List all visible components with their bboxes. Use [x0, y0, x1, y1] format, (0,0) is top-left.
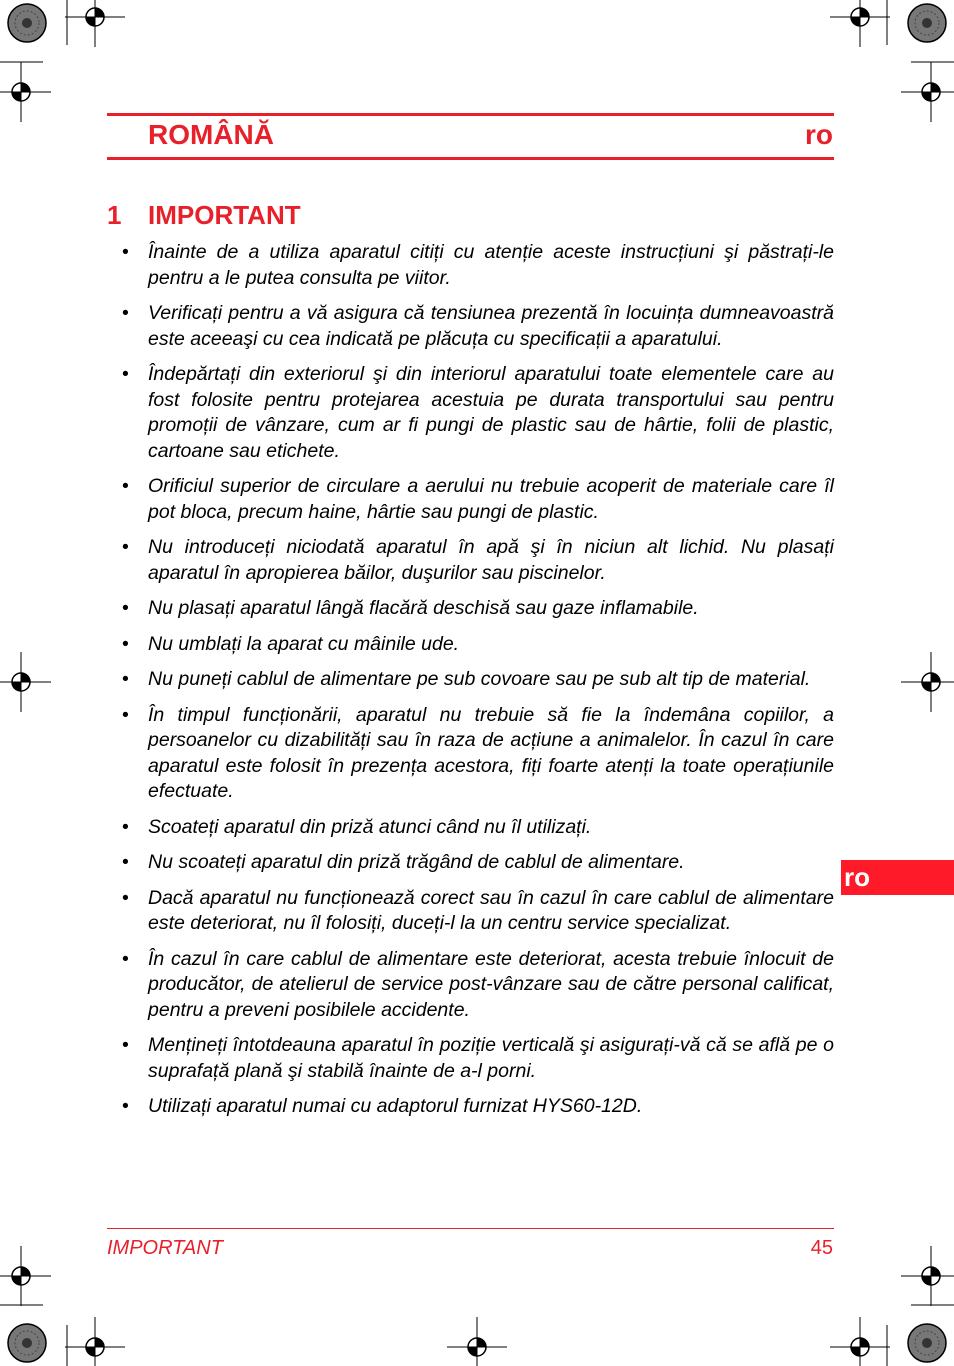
list-item [118, 474, 834, 525]
bullet-marker: • [122, 886, 129, 909]
list-item-text: Verificați pentru a vă asigura că tensiunea prezentă în locuința dumneavoastră este aceeaşi cu cea indicată pe plăcuța cu specificații a aparatului. [148, 302, 834, 350]
list-item-text: În timpul funcționării, aparatul nu trebuie să fie la îndemâna copiilor, a persoanelor cu dizabilități sau în raza de acțiune a animalelor. În cazul în care aparatul este folosit în prezența acestora, fiți foarte atenți la toate operațiunile efectuate. [148, 703, 834, 802]
list-item-text: Nu plasați aparatul lângă flacără deschisă sau gaze inflamabile. [148, 597, 699, 619]
language-side-tab: ro [841, 860, 954, 895]
list-item-text: Nu umblați la aparat cu mâinile ude. [148, 632, 460, 655]
bullet-marker: • [122, 475, 129, 497]
list-item-text: Mențineți întotdeauna aparatul în poziție verticală şi asigurați-vă că se află pe o suprafață plană şi stabilă înainte de a-l porni. [148, 1034, 834, 1082]
page-number: 45 [810, 1237, 833, 1259]
bullet-marker: • [122, 241, 129, 263]
list-item [118, 667, 834, 693]
bullet-marker: • [122, 851, 129, 873]
bullet-marker: • [122, 632, 129, 655]
list-item [118, 240, 834, 291]
list-item [118, 535, 834, 586]
list-item [118, 815, 834, 841]
list-item [118, 301, 834, 352]
bullet-marker: • [122, 815, 129, 838]
list-item [118, 632, 834, 658]
list-item [118, 1094, 834, 1120]
language-code: ro [805, 119, 833, 150]
header-rule-top [107, 113, 834, 116]
section-title: IMPORTANT [148, 200, 301, 230]
safety-instructions-list [118, 240, 834, 1130]
list-item-text: Îndepărtați din exteriorul şi din interiorul aparatului toate elementele care au fost folosite pentru protejarea acestuia pe durata transportului sau pentru promoții de vânzare, cum ar fi pungi de plastic sau de hârtie, folii de plastic, cartoane sau etichete. [148, 363, 834, 462]
bullet-marker: • [122, 947, 129, 970]
list-item-text: Orificiul superior de circulare a aerului nu trebuie acoperit de materiale care îl pot bloca, precum haine, hârtie sau pungi de plastic. [148, 475, 834, 523]
bullet-marker: • [122, 302, 129, 324]
bullet-marker: • [122, 1034, 129, 1056]
language-title: ROMÂNĂ [148, 119, 274, 150]
list-item [118, 596, 834, 622]
list-item [118, 703, 834, 805]
bullet-marker: • [122, 668, 129, 690]
footer-section-label: IMPORTANT [107, 1237, 223, 1259]
list-item-text: În cazul în care cablul de alimentare este deteriorat, acesta trebuie înlocuit de producător, de atelierul de service post-vânzare sau de către personal calificat, pentru a preveni posibilele accidente. [148, 947, 834, 1021]
section-number: 1 [107, 200, 122, 230]
list-item-text: Dacă aparatul nu funcționează corect sau în cazul în care cablul de alimentare este deteriorat, nu îl folosiți, duceți-l la un centru service specializat. [148, 886, 834, 934]
footer-rule [107, 1228, 834, 1229]
list-item [118, 362, 834, 464]
list-item-text: Scoateți aparatul din priză atunci când nu îl utilizați. [148, 815, 592, 838]
bullet-marker: • [122, 363, 129, 385]
list-item-text: Utilizați aparatul numai cu adaptorul furnizat HYS60-12D. [148, 1095, 643, 1117]
list-item [118, 947, 834, 1024]
list-item-text: Nu introduceți niciodată aparatul în apă şi în niciun alt lichid. Nu plasați aparatul în apropierea băilor, duşurilor sau piscinelor. [148, 536, 834, 584]
list-item-text: Înainte de a utiliza aparatul citiți cu atenție aceste instrucțiuni şi păstrați-le pentru a le putea consulta pe viitor. [148, 241, 834, 289]
list-item-text: Nu scoateți aparatul din priză trăgând de cablul de alimentare. [148, 851, 685, 873]
bullet-marker: • [122, 536, 129, 558]
bullet-marker: • [122, 597, 129, 619]
list-item [118, 1033, 834, 1084]
list-item [118, 886, 834, 937]
list-item-text: Nu puneți cablul de alimentare pe sub covoare sau pe sub alt tip de material. [148, 668, 811, 690]
list-item [118, 850, 834, 876]
header-rule-bottom [107, 157, 834, 160]
bullet-marker: • [122, 703, 129, 726]
bullet-marker: • [122, 1095, 129, 1117]
